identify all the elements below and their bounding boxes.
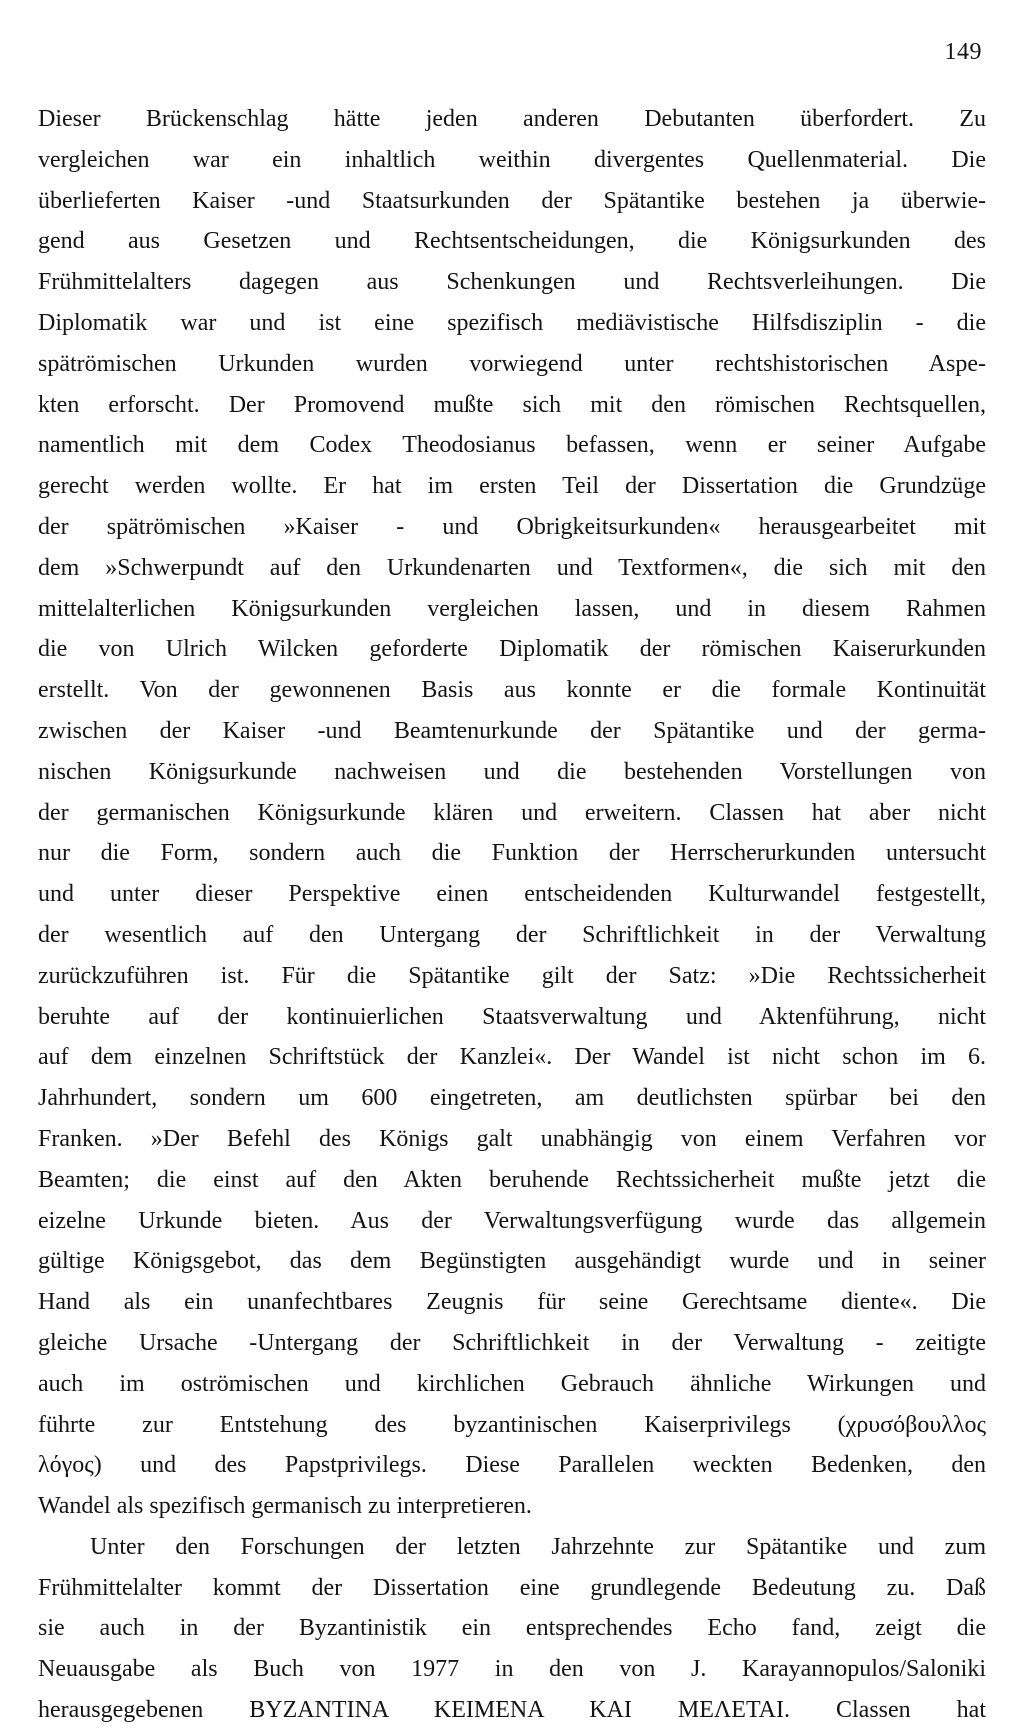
body-text <box>38 99 986 1731</box>
text-line: der germanischen Königsurkunde klären und erweitern. Classen hat aber nicht <box>38 799 986 826</box>
text-line: nischen Königsurkunde nachweisen und die bestehenden Vorstellungen von <box>38 758 986 785</box>
text-line: gerecht werden wollte. Er hat im ersten Teil der Dissertation die Grundzüge <box>38 473 986 500</box>
text-line: Franken. »Der Befehl des Königs galt unabhängig von einem Verfahren vor <box>38 1125 986 1152</box>
text-line: überlieferten Kaiser -und Staatsurkunden der Spätantike bestehen ja überwie- <box>38 187 986 214</box>
text-line: λόγος) und des Papstprivilegs. Diese Parallelen weckten Bedenken, den <box>38 1452 986 1479</box>
text-line: die von Ulrich Wilcken geforderte Diplomatik der römischen Kaiserurkunden <box>38 636 986 663</box>
text-line: vergleichen war ein inhaltlich weithin divergentes Quellenmaterial. Die <box>38 146 986 173</box>
text-line: zwischen der Kaiser -und Beamtenurkunde der Spätantike und der germa- <box>38 717 986 744</box>
text-line: Dieser Brückenschlag hätte jeden anderen Debutanten überfordert. Zu <box>38 106 986 132</box>
text-line: kten erforscht. Der Promovend mußte sich mit den römischen Rechtsquellen, <box>38 391 986 418</box>
text-line: zurückzuführen ist. Für die Spätantike gilt der Satz: »Die Rechtssicherheit <box>38 962 986 989</box>
text-line: führte zur Entstehung des byzantinischen Kaiserprivilegs (χρυσόβουλλος <box>38 1411 986 1438</box>
paragraph-start-line: Unter den Forschungen der letzten Jahrzehnte zur Spätantike und zum <box>90 1533 986 1560</box>
text-line: der wesentlich auf den Untergang der Schriftlichkeit in der Verwaltung <box>38 921 986 948</box>
text-line: Frühmittelalter kommt der Dissertation eine grundlegende Bedeutung zu. Daß <box>38 1574 986 1601</box>
text-line: beruhte auf der kontinuierlichen Staatsverwaltung und Aktenführung, nicht <box>38 1003 986 1030</box>
text-line: auf dem einzelnen Schriftstück der Kanzlei«. Der Wandel ist nicht schon im 6. <box>38 1044 986 1071</box>
text-line: gültige Königsgebot, das dem Begünstigten ausgehändigt wurde und in seiner <box>38 1248 986 1275</box>
text-line: Diplomatik war und ist eine spezifisch mediävistische Hilfsdisziplin - die <box>38 309 986 336</box>
text-line: namentlich mit dem Codex Theodosianus befassen, wenn er seiner Aufgabe <box>38 432 986 459</box>
text-line: gleiche Ursache -Untergang der Schriftlichkeit in der Verwaltung - zeitigte <box>38 1329 986 1356</box>
text-line: gend aus Gesetzen und Rechtsentscheidungen, die Königsurkunden des <box>38 228 986 255</box>
text-line: Neuausgabe als Buch von 1977 in den von J. Karayannopulos/Saloniki <box>38 1656 986 1683</box>
text-line: der spätrömischen »Kaiser - und Obrigkeitsurkunden« herausgearbeitet mit <box>38 513 986 540</box>
text-line: nur die Form, sondern auch die Funktion der Herrscherurkunden untersucht <box>38 840 986 867</box>
text-line: erstellt. Von der gewonnenen Basis aus konnte er die formale Kontinuität <box>38 677 986 704</box>
text-line: Jahrhundert, sondern um 600 eingetreten, am deutlichsten spürbar bei den <box>38 1085 986 1112</box>
text-line: mittelalterlichen Königsurkunden vergleichen lassen, und in diesem Rahmen <box>38 595 986 622</box>
page-number: 149 <box>944 39 982 65</box>
text-line: dem »Schwerpundt auf den Urkundenarten und Textformen«, die sich mit den <box>38 554 986 581</box>
text-line: sie auch in der Byzantinistik ein entsprechendes Echo fand, zeigt die <box>38 1615 986 1642</box>
text-line: eizelne Urkunde bieten. Aus der Verwaltungsverfügung wurde das allgemein <box>38 1207 986 1234</box>
text-line: spätrömischen Urkunden wurden vorwiegend unter rechtshistorischen Aspe- <box>38 350 986 377</box>
text-line: Beamten; die einst auf den Akten beruhende Rechtssicherheit mußte jetzt die <box>38 1166 986 1193</box>
text-line: Hand als ein unanfechtbares Zeugnis für seine Gerechtsame diente«. Die <box>38 1289 986 1316</box>
paragraph-end-line: Wandel als spezifisch germanisch zu interpretieren. <box>38 1493 532 1520</box>
text-line: und unter dieser Perspektive einen entscheidenden Kulturwandel festgestellt, <box>38 881 986 908</box>
text-line: auch im oströmischen und kirchlichen Gebrauch ähnliche Wirkungen und <box>38 1370 986 1397</box>
text-line: herausgegebenen BYZANTINA KEIMENA KAI ΜΕΛΕΤΑΙ. Classen hat <box>38 1697 986 1724</box>
text-line: Frühmittelalters dagegen aus Schenkungen und Rechtsverleihungen. Die <box>38 269 986 296</box>
